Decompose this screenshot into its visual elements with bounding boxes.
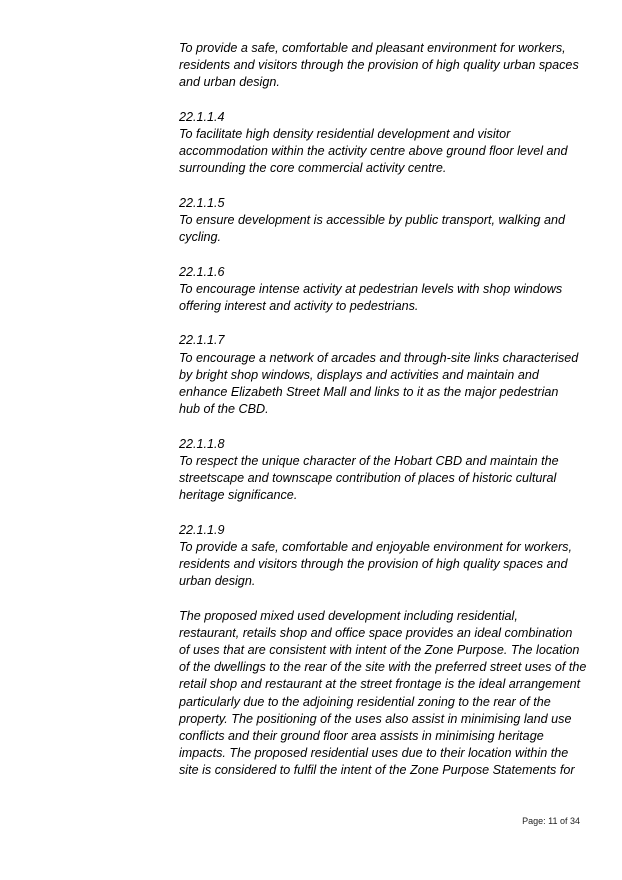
- clause-number: 22.1.1.7: [179, 333, 225, 348]
- text-line: by bright shop windows, displays and activities and maintain and: [179, 367, 539, 382]
- text-line: of uses that are consistent with intent of the Zone Purpose. The location: [179, 643, 580, 657]
- text-line: impacts. The proposed residential uses due to their location within the: [179, 746, 569, 761]
- text-line: To encourage a network of arcades and through-site links characterised: [179, 350, 579, 365]
- document-body: [179, 40, 587, 797]
- text-line: conflicts and their ground floor area assists in minimising heritage: [179, 729, 544, 744]
- page-number: Page: 11 of 34: [522, 816, 580, 826]
- text-line: of the dwellings to the rear of the site with the preferred street uses of the: [179, 660, 587, 675]
- text-line: and urban design.: [179, 75, 280, 90]
- text-line: restaurant, retails shop and office space provides an ideal combination: [179, 625, 573, 640]
- clause-number: 22.1.1.5: [179, 195, 225, 210]
- text-line: The proposed mixed used development including residential,: [179, 608, 518, 623]
- text-line: urban design.: [179, 574, 256, 589]
- text-line: site is considered to fulfil the intent of the Zone Purpose Statements for: [179, 763, 575, 778]
- text-line: To encourage intense activity at pedestrian levels with shop windows: [179, 281, 563, 296]
- clause-22-1-1-7: [179, 332, 579, 418]
- text-line: To ensure development is accessible by public transport, walking and: [179, 213, 565, 227]
- text-line: residents and visitors through the provision of high quality spaces and: [179, 557, 568, 571]
- text-line: streetscape and townscape contribution of places of historic cultural: [179, 471, 557, 485]
- clause-22-1-1-5: [179, 195, 579, 247]
- text-line: To facilitate high density residential development and visitor: [179, 127, 511, 141]
- text-line: offering interest and activity to pedestrians.: [179, 299, 419, 313]
- text-line: particularly due to the adjoining residential zoning to the rear of the: [179, 694, 551, 709]
- clause-22-1-1-8: [179, 436, 579, 505]
- text-line: residents and visitors through the provision of high quality urban spaces: [179, 58, 579, 73]
- clause-number: 22.1.1.4: [179, 109, 225, 124]
- text-line: To respect the unique character of the Hobart CBD and maintain the: [179, 453, 559, 468]
- paragraph-proposed-development: [179, 608, 587, 780]
- text-line: To provide a safe, comfortable and enjoyable environment for workers,: [179, 539, 572, 554]
- paragraph-urban-spaces: [179, 40, 579, 92]
- text-line: heritage significance.: [179, 488, 298, 503]
- text-line: retail shop and restaurant at the street frontage is the ideal arrangement: [179, 677, 581, 692]
- clause-number: 22.1.1.9: [179, 522, 225, 537]
- text-line: enhance Elizabeth Street Mall and links to it as the major pedestrian: [179, 385, 559, 399]
- text-line: hub of the CBD.: [179, 402, 269, 417]
- clause-number: 22.1.1.8: [179, 436, 225, 451]
- text-line: property. The positioning of the uses also assist in minimising land use: [179, 711, 572, 726]
- text-line: surrounding the core commercial activity centre.: [179, 161, 447, 176]
- clause-number: 22.1.1.6: [179, 264, 225, 279]
- clause-22-1-1-6: [179, 264, 579, 316]
- text-line: accommodation within the activity centre above ground floor level and: [179, 144, 568, 159]
- text-line: cycling.: [179, 230, 221, 245]
- clause-22-1-1-9: [179, 522, 579, 591]
- text-line: To provide a safe, comfortable and pleasant environment for workers,: [179, 41, 566, 55]
- clause-22-1-1-4: [179, 109, 579, 178]
